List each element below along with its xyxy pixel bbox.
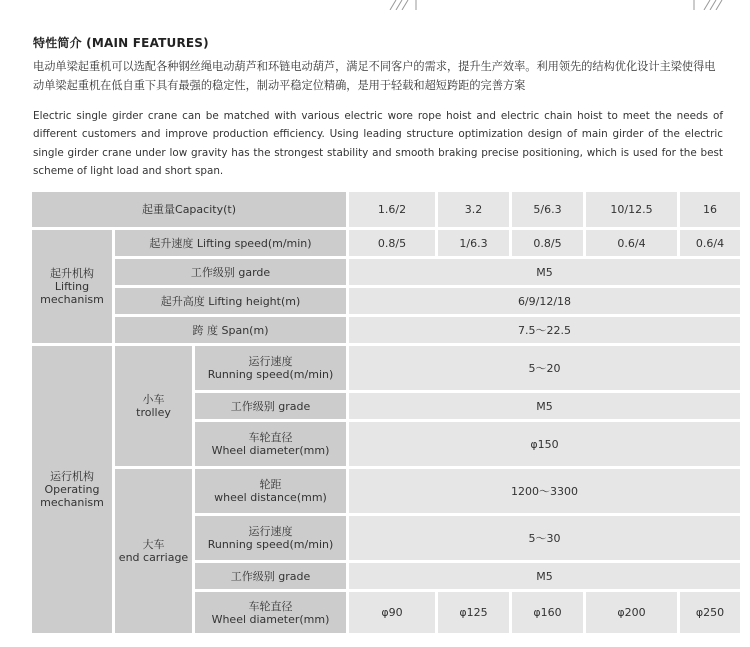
operating-mechanism-label: 运行机构 Operating mechanism <box>32 346 112 633</box>
end-carriage-grade-value: M5 <box>349 563 740 589</box>
chinese-description: 电动单梁起重机可以选配各种钢丝绳电动葫芦和环链电动葫芦，满足不同客户的需求，提升生产效率。利用领先的结构优化设计主梁使得电动单梁起重机在低自重下具有最强的稳定性，制动平稳定位精确，是用于轻载和超短跨距的完善方案 <box>33 60 716 92</box>
capacity-row <box>32 192 740 227</box>
span-label: 跨 度 Span(m) <box>115 317 346 343</box>
lifting-speed-value: 1/6.3 <box>438 230 509 256</box>
end-carriage-wheel-value: φ200 <box>586 592 677 633</box>
end-carriage-speed-label: 运行速度 Running speed(m/min) <box>195 516 346 560</box>
lifting-height-label: 起升高度 Lifting height(m) <box>115 288 346 314</box>
lifting-mechanism-label: 起升机构 Lifting mechanism <box>32 230 112 343</box>
decorative-slash-marks-left <box>386 0 422 10</box>
end-carriage-speed-value: 5～30 <box>349 516 740 560</box>
lifting-speed-value: 0.6/4 <box>680 230 740 256</box>
capacity-label: 起重量Capacity(t) <box>32 192 346 227</box>
end-carriage-wheel-value: φ90 <box>349 592 435 633</box>
end-carriage-wheel-value: φ160 <box>512 592 583 633</box>
span-row <box>32 317 740 343</box>
capacity-value: 5/6.3 <box>512 192 583 227</box>
capacity-value: 3.2 <box>438 192 509 227</box>
capacity-value: 1.6/2 <box>349 192 435 227</box>
lifting-speed-label: 起升速度 Lifting speed(m/min) <box>115 230 346 256</box>
trolley-wheel-value: φ150 <box>349 422 740 466</box>
lifting-speed-value: 0.6/4 <box>586 230 677 256</box>
trolley-speed-label: 运行速度 Running speed(m/min) <box>195 346 346 390</box>
capacity-value: 10/12.5 <box>586 192 677 227</box>
lifting-speed-value: 0.8/5 <box>512 230 583 256</box>
section-heading: 特性简介 (MAIN FEATURES) <box>33 36 209 50</box>
lifting-grade-row <box>32 259 740 285</box>
end-carriage-wheel-value: φ125 <box>438 592 509 633</box>
trolley-grade-value: M5 <box>349 393 740 419</box>
end-carriage-wheel-value: φ250 <box>680 592 740 633</box>
wheel-distance-label: 轮距 wheel distance(mm) <box>195 469 346 513</box>
span-value: 7.5～22.5 <box>349 317 740 343</box>
wheel-distance-row <box>32 469 740 513</box>
trolley-wheel-label: 车轮直径 Wheel diameter(mm) <box>195 422 346 466</box>
end-carriage-wheel-label: 车轮直径 Wheel diameter(mm) <box>195 592 346 633</box>
lifting-height-row <box>32 288 740 314</box>
lifting-speed-value: 0.8/5 <box>349 230 435 256</box>
end-carriage-label: 大车 end carriage <box>115 469 192 633</box>
end-carriage-grade-label: 工作级别 grade <box>195 563 346 589</box>
trolley-speed-row <box>32 346 740 390</box>
wheel-distance-value: 1200～3300 <box>349 469 740 513</box>
capacity-value: 16 <box>680 192 740 227</box>
lifting-speed-row <box>32 230 740 256</box>
decorative-slash-marks-right <box>690 0 726 10</box>
lifting-grade-label: 工作级别 garde <box>115 259 346 285</box>
specification-table <box>29 189 743 636</box>
trolley-grade-label: 工作级别 grade <box>195 393 346 419</box>
trolley-speed-value: 5～20 <box>349 346 740 390</box>
trolley-label: 小车 trolley <box>115 346 192 466</box>
lifting-grade-value: M5 <box>349 259 740 285</box>
english-description: Electric single girder crane can be matched with various electric wore rope hoist and electric chain hoist to meet the needs of different customers and improve production efficiency. Using leading structure optimization design of main girder of the electric single girder crane under low gravity has the strongest stability and smooth braking precise positioning, which is used for the best scheme of light load and short span. <box>33 110 723 177</box>
lifting-height-value: 6/9/12/18 <box>349 288 740 314</box>
